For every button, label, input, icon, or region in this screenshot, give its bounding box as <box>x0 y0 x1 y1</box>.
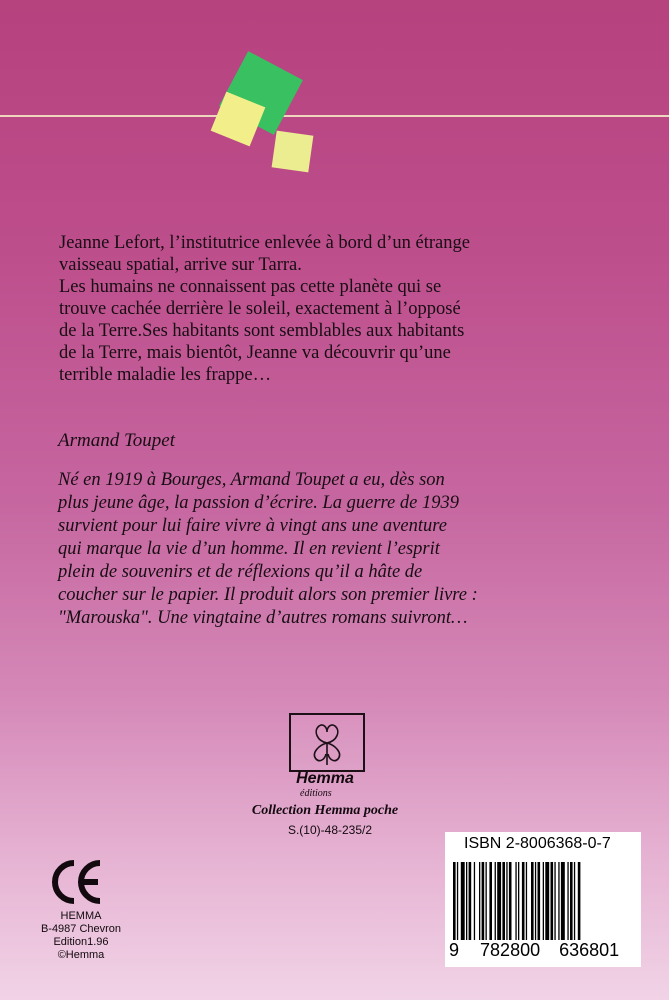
yellow-square-decoration-small <box>272 131 314 173</box>
bio-line: Né en 1919 à Bourges, Armand Toupet a eu, dès son <box>58 470 445 490</box>
ce-mark-icon <box>50 857 104 907</box>
catalog-code: S.(10)-48-235/2 <box>287 823 373 837</box>
barcode-bar <box>515 862 516 940</box>
bio-line: survient pour lui faire vivre à vingt ans une aventure <box>58 516 447 536</box>
publisher-info <box>40 910 122 962</box>
barcode-bar <box>453 862 456 940</box>
barcode-bar <box>567 862 568 940</box>
summary-line: Jeanne Lefort, l’institutrice enlevée à bord d’un étrange <box>59 233 470 253</box>
barcode-bar <box>545 862 549 940</box>
barcode-bar <box>461 862 465 940</box>
barcode-bar <box>506 862 507 940</box>
ean-number <box>449 940 637 961</box>
barcode-bar <box>554 862 555 940</box>
barcode-bar <box>474 862 475 940</box>
isbn-number: ISBN 2-8006368-0-7 <box>464 835 611 852</box>
barcode-bar <box>531 862 534 940</box>
barcode-bar <box>522 862 525 940</box>
barcode-bar <box>543 862 544 940</box>
bio-line: plein de souvenirs et de réflexions qu’il a hâte de <box>58 562 423 582</box>
publisher-logo-subtitle: éditions <box>300 788 332 799</box>
publisher-info-line: B-4987 Chevron <box>40 923 122 935</box>
barcode-panel <box>445 832 641 967</box>
barcode-icon <box>451 862 633 940</box>
summary-text <box>59 232 619 386</box>
barcode-bar <box>497 862 501 940</box>
barcode-bar <box>570 862 573 940</box>
ean-left-group: 782800 <box>480 940 541 960</box>
bio-line: plus jeune âge, la passion d’écrire. La guerre de 1939 <box>58 493 459 513</box>
bio-line: "Marouska". Une vingtaine d’autres romans suivront… <box>58 608 468 628</box>
clover-icon <box>291 715 363 770</box>
barcode-bar <box>489 862 492 940</box>
barcode-bar <box>574 862 575 940</box>
ean-right-group: 636801 <box>559 940 620 960</box>
barcode-bar <box>538 862 541 940</box>
barcode-bar <box>486 862 487 940</box>
barcode-bar <box>457 862 458 940</box>
summary-line: terrible maladie les frappe… <box>59 365 272 385</box>
barcode-bar <box>469 862 472 940</box>
bio-line: qui marque la vie d’un homme. Il en revient l’esprit <box>58 539 440 559</box>
collection-name: Collection Hemma poche <box>251 803 399 818</box>
summary-line: de la Terre.Ses habitants sont semblables aux habitants <box>59 321 465 341</box>
ean-first-digit: 9 <box>449 940 460 960</box>
hemma-clover-logo <box>289 713 365 772</box>
publisher-info-line: Edition1.96 <box>53 936 109 948</box>
barcode-bar <box>535 862 536 940</box>
author-bio <box>58 469 628 630</box>
author-name: Armand Toupet <box>58 430 176 451</box>
barcode-bar <box>518 862 519 940</box>
barcode-bar <box>561 862 565 940</box>
bio-line: coucher sur le papier. Il produit alors son premier livre : <box>58 585 478 605</box>
summary-line: trouve cachée derrière le soleil, exactement à l’opposé <box>59 299 461 319</box>
publisher-logo-name: Hemma <box>296 770 354 787</box>
summary-line: Les humains ne connaissent pas cette planète qui se <box>59 277 442 297</box>
publisher-info-line: HEMMA <box>60 910 102 922</box>
barcode-bar <box>502 862 505 940</box>
publisher-info-line: ©Hemma <box>57 949 105 961</box>
barcode-bar <box>479 862 480 940</box>
barcode-bar <box>526 862 527 940</box>
barcode-bar <box>578 862 581 940</box>
barcode-bar <box>495 862 496 940</box>
barcode-bar <box>509 862 512 940</box>
top-divider-line <box>0 115 669 117</box>
barcode-bar <box>466 862 467 940</box>
summary-line: vaisseau spatial, arrive sur Tarra. <box>59 255 302 275</box>
barcode-bar <box>558 862 559 940</box>
barcode-bar <box>482 862 485 940</box>
summary-line: de la Terre, mais bientôt, Jeanne va découvrir qu’une <box>59 343 451 363</box>
barcode-bar <box>551 862 554 940</box>
